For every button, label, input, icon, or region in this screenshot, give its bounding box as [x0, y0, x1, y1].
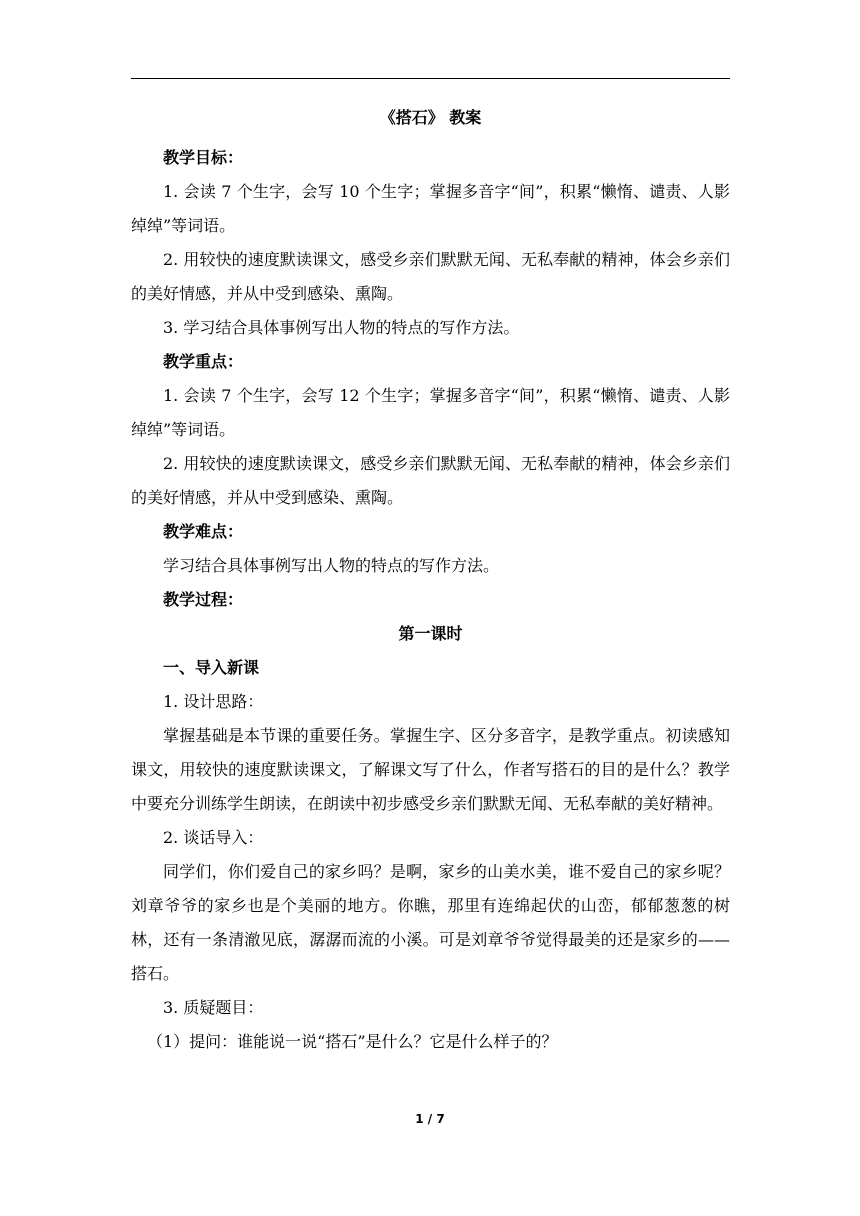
objective-2: 2. 用较快的速度默读课文，感受乡亲们默默无闻、无私奉献的精神，体会乡亲们的美好情感，并从中受到感染、熏陶。 — [131, 250, 730, 303]
document-content — [131, 101, 730, 1059]
question-text: （1）提问：谁能说一说“搭石”是什么？它是什么样子的？ — [147, 1032, 558, 1051]
objective-1: 1. 会读 7 个生字，会写 10 个生字；掌握多音字“间”，积累“懒惰、谴责、人影绰绰”等词语。 — [131, 182, 730, 235]
lesson-title: 第一课时 — [398, 624, 463, 643]
process-heading: 教学过程： — [163, 590, 244, 609]
key-point-2: 2. 用较快的速度默读课文，感受乡亲们默默无闻、无私奉献的精神，体会乡亲们的美好情感，并从中受到感染、熏陶。 — [131, 454, 730, 507]
design-text: 掌握基础是本节课的重要任务。掌握生字、区分多音字，是教学重点。初读感知课文，用较快的速度默读课文，了解课文写了什么，作者写搭石的目的是什么？教学中要充分训练学生朗读，在朗读中初步感受乡亲们默默无闻、无私奉献的美好精神。 — [131, 726, 730, 813]
part-heading: 一、导入新课 — [163, 658, 260, 677]
key-point-1: 1. 会读 7 个生字，会写 12 个生字；掌握多音字“间”，积累“懒惰、谴责、人影绰绰”等词语。 — [131, 386, 730, 439]
design-label: 1. 设计思路： — [163, 692, 264, 711]
section-heading-key-points: 教学重点： — [163, 352, 244, 371]
section-heading-objectives: 教学目标： — [163, 148, 244, 167]
objective-3: 3. 学习结合具体事例写出人物的特点的写作方法。 — [163, 318, 520, 337]
document-title: 《搭石》 教案 — [379, 108, 482, 127]
question-label: 3. 质疑题目： — [163, 998, 264, 1017]
difficulty-1: 学习结合具体事例写出人物的特点的写作方法。 — [163, 556, 500, 575]
header-rule — [131, 78, 730, 79]
page-indicator: 1 / 7 — [415, 1112, 445, 1126]
intro-label: 2. 谈话导入： — [163, 828, 264, 847]
intro-text: 同学们，你们爱自己的家乡吗？是啊，家乡的山美水美，谁不爱自己的家乡呢？刘章爷爷的家乡也是个美丽的地方。你瞧，那里有连绵起伏的山峦，郁郁葱葱的树林，还有一条清澈见底，潺潺而流的小溪。可是刘章爷爷觉得最美的还是家乡的——搭石。 — [131, 862, 730, 983]
section-heading-difficulties: 教学难点： — [163, 522, 244, 541]
